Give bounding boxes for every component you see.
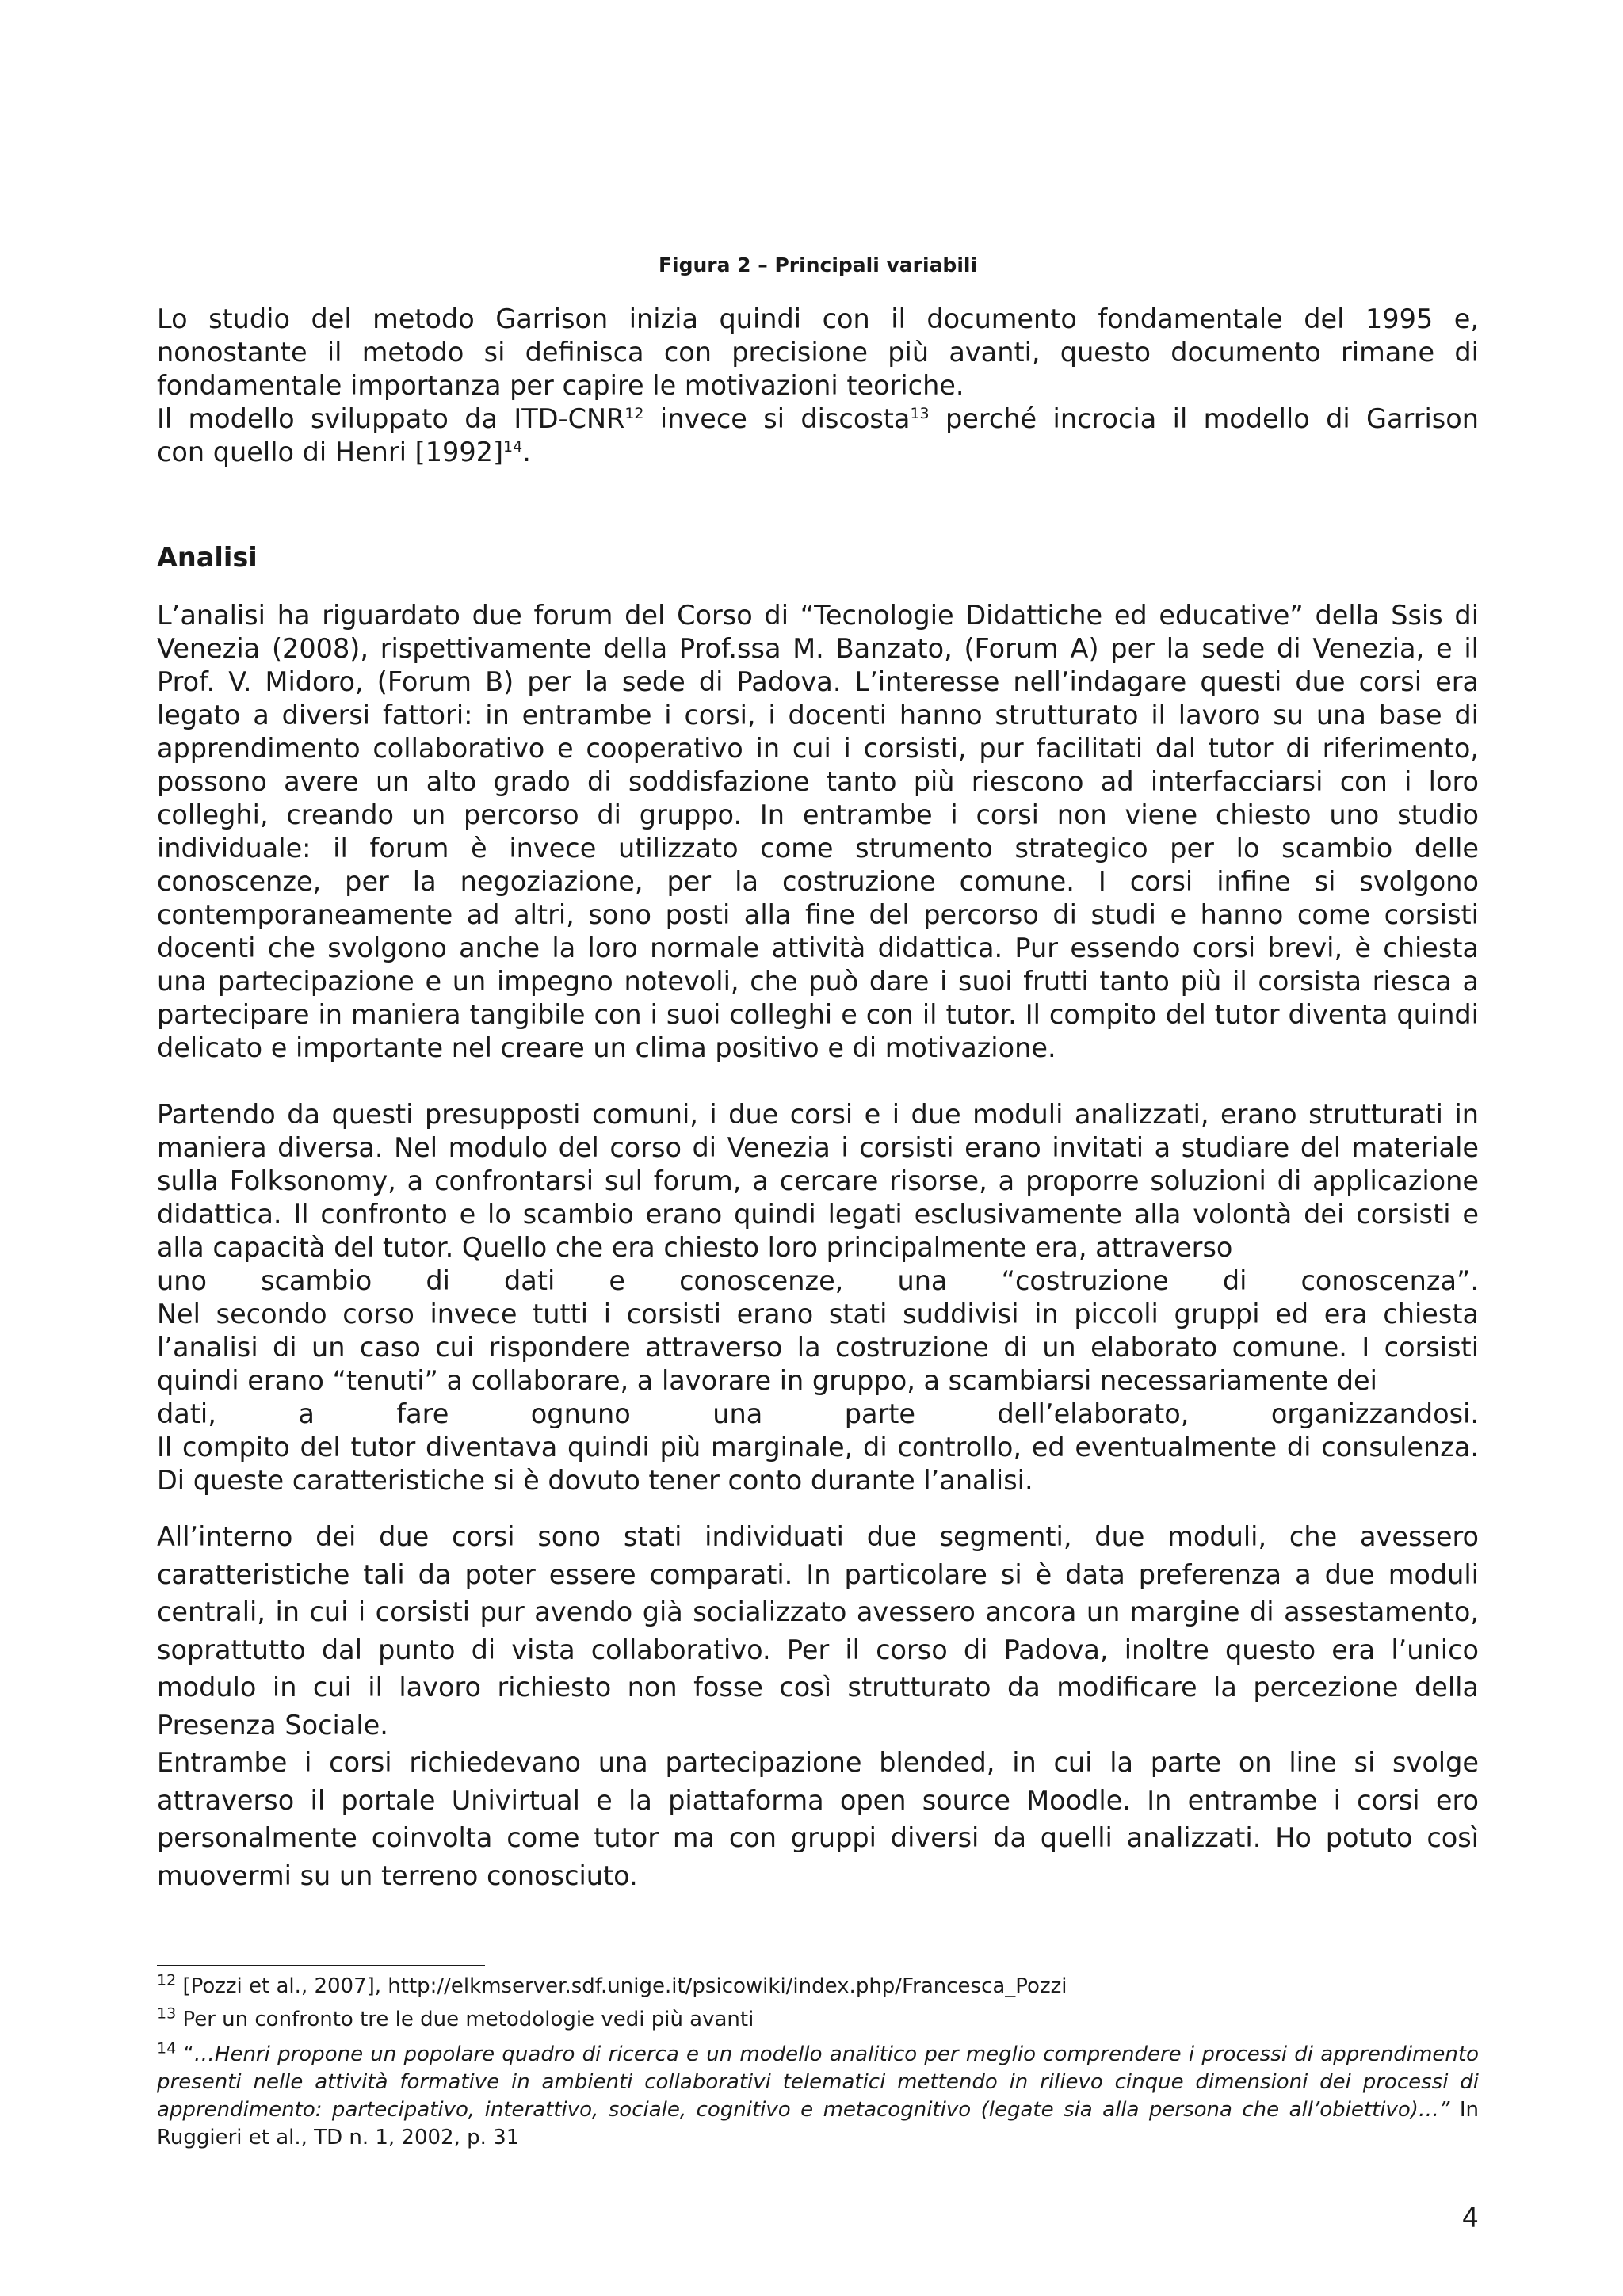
footnote-13 [157, 2006, 1479, 2034]
paragraph-spread-line: uno scambio di dati e conoscenze, una “costruzione di conoscenza”. [157, 1265, 1479, 1296]
document-page [157, 0, 1479, 2296]
footnote-14 [157, 2041, 1479, 2152]
intro-line-refs: Il modello sviluppato da ITD-CNR$^{12}$ invece si discosta$^{13}$ perché incrocia il modello di Garrison [157, 403, 1479, 434]
analysis-paragraph-2 [157, 1098, 1479, 1497]
paragraph-text: Il compito del tutor diventava quindi più marginale, di controllo, ed eventualmente di consulenza. Di queste caratteristiche si è dovuto tener conto durante l’analisi. [157, 1432, 1479, 1496]
intro-line-refs: con quello di Henri $[1992]^{14}$. [157, 437, 531, 467]
footnote-ref-13[interactable]: 13 [910, 404, 930, 422]
footnote-number: 14 [157, 2039, 177, 2058]
page-number: 4 [1461, 2203, 1479, 2233]
paragraph-text: Partendo da questi presupposti comuni, i due corsi e i due moduli analizzati, erano strutturati in maniera diversa. Nel modulo del corso di Venezia i corsisti erano invitati a studiare del materiale sulla Folksonomy, a confrontarsi sul forum, a cercare risorse, a proporre soluzioni di applicazione didattica. Il confronto e lo scambio erano quindi legati esclusivamente alla volontà dei corsisti e alla capacità del tutor. Quello che era chiesto loro principalmente era, attraverso [157, 1099, 1479, 1263]
footnote-number: 13 [157, 2004, 177, 2023]
intro-paragraph [157, 303, 1479, 469]
footnote-12 [157, 1973, 1479, 2000]
footnote-quote: …Henri propone un popolare quadro di ricerca e un modello analitico per meglio comprendere i processi di apprendimento presenti nelle attività formative in ambienti collaborativi telematici mettendo in rilievo cinque dimensioni dei processi di apprendimento: partecipativo, interattivo, sociale, cognitivo e metacognitivo (legate sia alla persona che all’obiettivo)…” [157, 2042, 1480, 2122]
paragraph-text: All’interno dei due corsi sono stati individuati due segmenti, due moduli, che avessero caratteristiche tali da poter essere comparati. In particolare si è data preferenza a due moduli centrali, in cui i corsisti pur avendo già socializzato avessero ancora un margine di assestamento, soprattutto dal punto di vista collaborativo. Per il corso di Padova, inoltre questo era l’unico modulo in cui il lavoro richiesto non fosse così strutturato da modificare la percezione della Presenza Sociale. [157, 1521, 1479, 1741]
footnote-source: In Ruggieri et al., TD n. 1, 2002, p. 31 [157, 2098, 1479, 2149]
footnote-open-quote: “ [176, 2042, 194, 2066]
figure-caption: Figura 2 – Principali variabili [658, 254, 978, 277]
section-heading: Analisi [157, 542, 258, 573]
footnote-text[interactable]: [Pozzi et al., 2007], http://elkmserver.sdf.unige.it/psicowiki/index.php/Francesca_Pozzi [176, 1974, 1067, 1998]
footnote-number: 12 [157, 1971, 177, 1989]
analysis-paragraph-3 [157, 1518, 1479, 1894]
footnote-ref-12[interactable]: 12 [624, 404, 644, 422]
analysis-paragraph-1: L’analisi ha riguardato due forum del Corso di “Tecnologie Didattiche ed educative” della Ssis di Venezia (2008), rispettivamente della Prof.ssa M. Banzato, (Forum A) per la sede di Venezia, e il Prof. V. Midoro, (Forum B) per la sede di Padova. L’interesse nell’indagare questi due corsi era legato a diversi fattori: in entrambe i corsi, i docenti hanno strutturato il lavoro su una base di apprendimento collaborativo e cooperativo in cui i corsisti, pur facilitati dal tutor di riferimento, possono avere un alto grado di soddisfazione tanto più riescono ad interfacciarsi con i loro colleghi, creando un percorso di gruppo. In entrambe i corsi non viene chiesto uno studio individuale: il forum è invece utilizzato come strumento strategico per lo scambio delle conoscenze, per la negoziazione, per la costruzione comune. I corsi infine si svolgono contemporaneamente ad altri, sono posti alla fine del percorso di studi e hanno come corsisti docenti che svolgono anche la loro normale attività didattica. Pur essendo corsi brevi, è chiesta una partecipazione e un impegno notevoli, che può dare i suoi frutti tanto più il corsista riesca a partecipare in maniera tangibile con i suoi colleghi e con il tutor. Il compito del tutor diventa quindi delicato e importante nel creare un clima positivo e di motivazione. [157, 600, 1479, 1063]
footnote-ref-14[interactable]: 14 [503, 437, 523, 456]
intro-line: nonostante il metodo si definisca con precisione più avanti, questo documento rimane di [157, 337, 1479, 368]
paragraph-text: Nel secondo corso invece tutti i corsisti erano stati suddivisi in piccoli gruppi ed era chiesta l’analisi di un caso cui rispondere attraverso la costruzione di un elaborato comune. I corsisti quindi erano “tenuti” a collaborare, a lavorare in gruppo, a scambiarsi necessariamente dei [157, 1299, 1479, 1396]
paragraph-spread-line: dati, a fare ognuno una parte dell’elaborato, organizzandosi. [157, 1398, 1479, 1429]
intro-line: fondamentale importanza per capire le motivazioni teoriche. [157, 370, 964, 401]
footnote-separator [157, 1965, 485, 1966]
footnote-text: Per un confronto tre le due metodologie vedi più avanti [176, 2008, 754, 2031]
intro-line: Lo studio del metodo Garrison inizia quindi con il documento fondamentale del 1995 e, [157, 303, 1479, 334]
paragraph-text: Entrambe i corsi richiedevano una partecipazione blended, in cui la parte on line si svolge attraverso il portale Univirtual e la piattaforma open source Moodle. In entrambe i corsi ero personalmente coinvolta come tutor ma con gruppi diversi da quelli analizzati. Ho potuto così muovermi su un terreno conosciuto. [157, 1747, 1479, 1891]
